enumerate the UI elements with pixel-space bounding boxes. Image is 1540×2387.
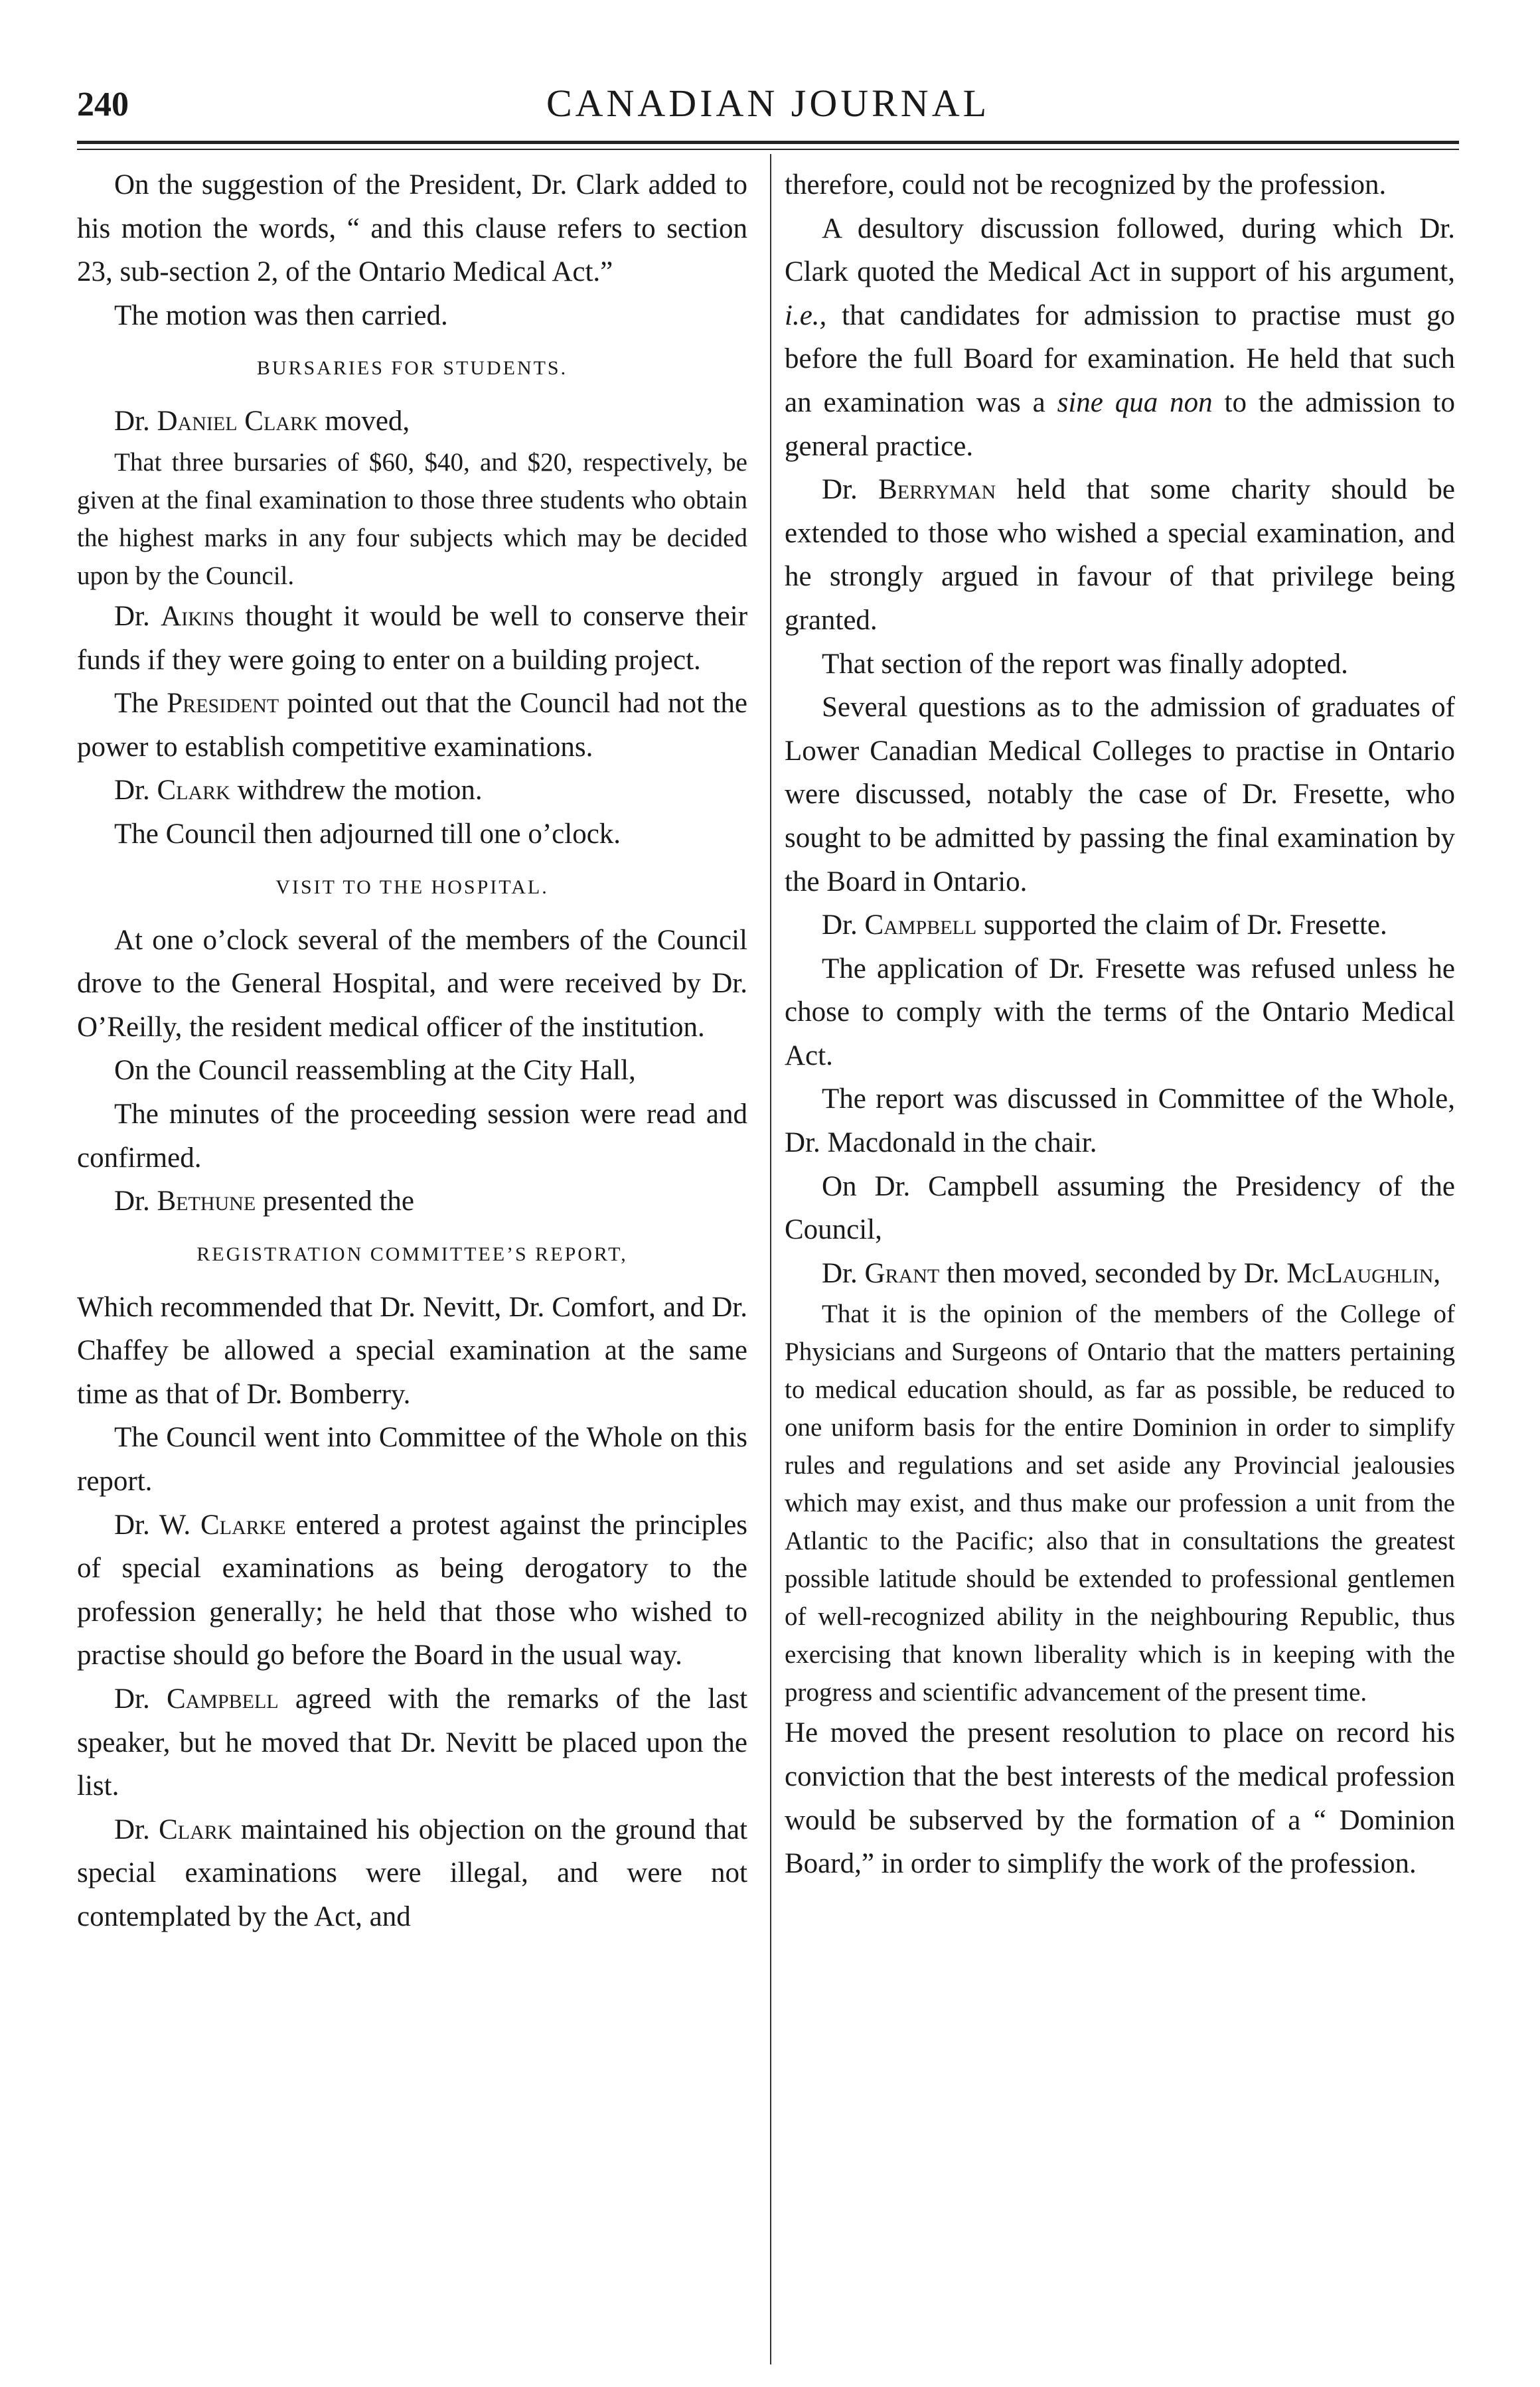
text: thought it would be well to conserve their funds if they were going to enter on a building project.: [77, 600, 747, 676]
text: Dr.: [822, 909, 858, 941]
paragraph: Several questions as to the admission of graduates of Lower Canadian Medical Colleges to practise in Ontario were discussed, notably the case of Dr. Fresette, who sought to be admitted by passing the final examination by the Board in Ontario.: [785, 692, 1455, 897]
paragraph: [77, 769, 747, 812]
text: Dr.: [114, 406, 150, 437]
paragraph: On Dr. Campbell assuming the Presidency of the Council,: [785, 1170, 1455, 1246]
paragraph: He moved the present resolution to place on record his conviction that the best interests of the medical profession would be subserved by the formation of a “ Dominion Board,” in order to simplify the work of the profession.: [785, 1717, 1455, 1880]
text: Dr.: [114, 1186, 150, 1217]
speaker-name: Clark: [157, 775, 230, 807]
text: agreed with the remarks of the last speaker, but he moved that Dr. Nevitt be placed upon the list.: [77, 1683, 747, 1802]
text: that candidates for admission to practise must go before the full Board for examination. He held that such an examination was a: [785, 299, 1455, 418]
section-heading-visit: VISIT TO THE HOSPITAL.: [275, 876, 549, 898]
paragraph: [77, 1180, 747, 1223]
text: held that some charity should be extended to those who wished a special examination, and he strongly argued in favour of that privilege being granted.: [785, 474, 1455, 636]
text: Dr. W.: [114, 1509, 191, 1541]
resolution-text: That three bursaries of $60, $40, and $20, respectively, be given at the final examination to those three students who obtain the highest marks in any four subjects which may be decided upon by the Council.: [77, 447, 747, 590]
text: moved,: [325, 406, 410, 437]
speaker-name: McLaughlin,: [1286, 1257, 1441, 1289]
paragraph: [77, 1808, 747, 1939]
paragraph: [785, 903, 1455, 947]
paragraph: [77, 1503, 747, 1677]
text: then moved, seconded by Dr.: [946, 1257, 1280, 1289]
paragraph: The application of Dr. Fresette was refused unless he chose to comply with the terms of the Ontario Medical Act.: [785, 953, 1455, 1071]
text: supported the claim of Dr. Fresette.: [983, 909, 1387, 941]
text: Dr.: [114, 775, 150, 807]
paragraph: [77, 1677, 747, 1808]
paragraph: At one o’clock several of the members of the Council drove to the General Hospital, and were received by Dr. O’Reilly, the resident medical officer of the institution.: [77, 924, 747, 1043]
paragraph: Which recommended that Dr. Nevitt, Dr. Comfort, and Dr. Chaffey be allowed a special examination at the same time as that of Dr. Bomberry.: [77, 1291, 747, 1410]
resolution-text: That it is the opinion of the members of the College of Physicians and Surgeons of Ontario that the matters pertaining to medical education should, as far as possible, be reduced to one uniform basis for the entire Dominion in order to simplify rules and regulations and set aside any Provincial jealousies which may exist, and thus make our profession a unit from the Atlantic to the Pacific; also that in consultations the greatest possible latitude should be extended to professional gentlemen of well-recognized ability in the neighbouring Republic, thus exercising that known liberality which is in keeping with the progress and scientific advancement of the present time.: [785, 1300, 1455, 1707]
section-heading-bursaries: BURSARIES FOR STUDENTS.: [256, 357, 568, 380]
paragraph: The minutes of the proceeding session were read and confirmed.: [77, 1098, 747, 1174]
text: Dr.: [822, 1257, 858, 1289]
paragraph: [785, 1252, 1455, 1296]
running-title: CANADIAN JOURNAL: [546, 82, 990, 125]
speaker-name: Grant: [864, 1257, 940, 1289]
paragraph: That section of the report was finally adopted.: [822, 648, 1348, 680]
speaker-name: President: [167, 688, 279, 720]
speaker-name: Clarke: [200, 1509, 286, 1541]
paragraph: The report was discussed in Committee of the Whole, Dr. Macdonald in the chair.: [785, 1083, 1455, 1159]
page-header: [77, 72, 1459, 138]
text: to the admission to general practice.: [785, 386, 1455, 462]
paragraph: On the Council reassembling at the City Hall,: [114, 1055, 636, 1087]
left-column: [77, 163, 747, 1939]
column-divider: [770, 154, 771, 2364]
text: maintained his objection on the ground that special examinations were illegal, and were not contemplated by the Act, and: [77, 1813, 747, 1932]
speaker-name: Daniel Clark: [157, 406, 318, 437]
paragraph: [785, 468, 1455, 642]
page-number: 240: [77, 86, 129, 123]
text: presented the: [262, 1186, 414, 1217]
text: Dr.: [114, 1683, 150, 1715]
text: Dr.: [822, 474, 858, 506]
speaker-name: Aikins: [161, 600, 235, 632]
text: Dr.: [114, 600, 150, 632]
paragraph: On the suggestion of the President, Dr. Clark added to his motion the words, “ and this clause refers to section 23, sub-section 2, of the Ontario Medical Act.”: [77, 169, 747, 288]
header-rule-thick: [77, 141, 1459, 144]
speaker-name: Clark: [159, 1813, 232, 1845]
italic-text: i.e.,: [785, 299, 827, 331]
paragraph: [785, 207, 1455, 469]
text: entered a protest against the principles of special examinations as being derogatory to the profession generally; he held that those who wished to practise should go before the Board in the usual way.: [77, 1509, 747, 1671]
text: The: [114, 688, 159, 720]
paragraph: [77, 682, 747, 769]
header-rule-thin: [77, 149, 1459, 150]
text: withdrew the motion.: [237, 775, 483, 807]
paragraph: The Council then adjourned till one o’clock.: [114, 818, 621, 850]
right-column: [785, 163, 1455, 1886]
paragraph: [77, 595, 747, 682]
speaker-name: Campbell: [864, 909, 977, 941]
speaker-name: Bethune: [157, 1186, 256, 1217]
italic-text: sine qua non: [1057, 386, 1213, 418]
section-heading-registration: REGISTRATION COMMITTEE’S REPORT,: [196, 1243, 628, 1265]
paragraph: The motion was then carried.: [114, 299, 448, 331]
paragraph: [77, 400, 747, 443]
speaker-name: Berryman: [878, 474, 996, 506]
paragraph: therefore, could not be recognized by the profession.: [785, 169, 1387, 200]
speaker-name: Campbell: [166, 1683, 279, 1715]
text: Dr.: [114, 1813, 150, 1845]
paragraph: The Council went into Committee of the Whole on this report.: [77, 1422, 747, 1498]
text: A desultory discussion followed, during which Dr. Clark quoted the Medical Act in support of his argument,: [785, 212, 1455, 288]
text: pointed out that the Council had not the power to establish competitive examinations.: [77, 688, 747, 763]
